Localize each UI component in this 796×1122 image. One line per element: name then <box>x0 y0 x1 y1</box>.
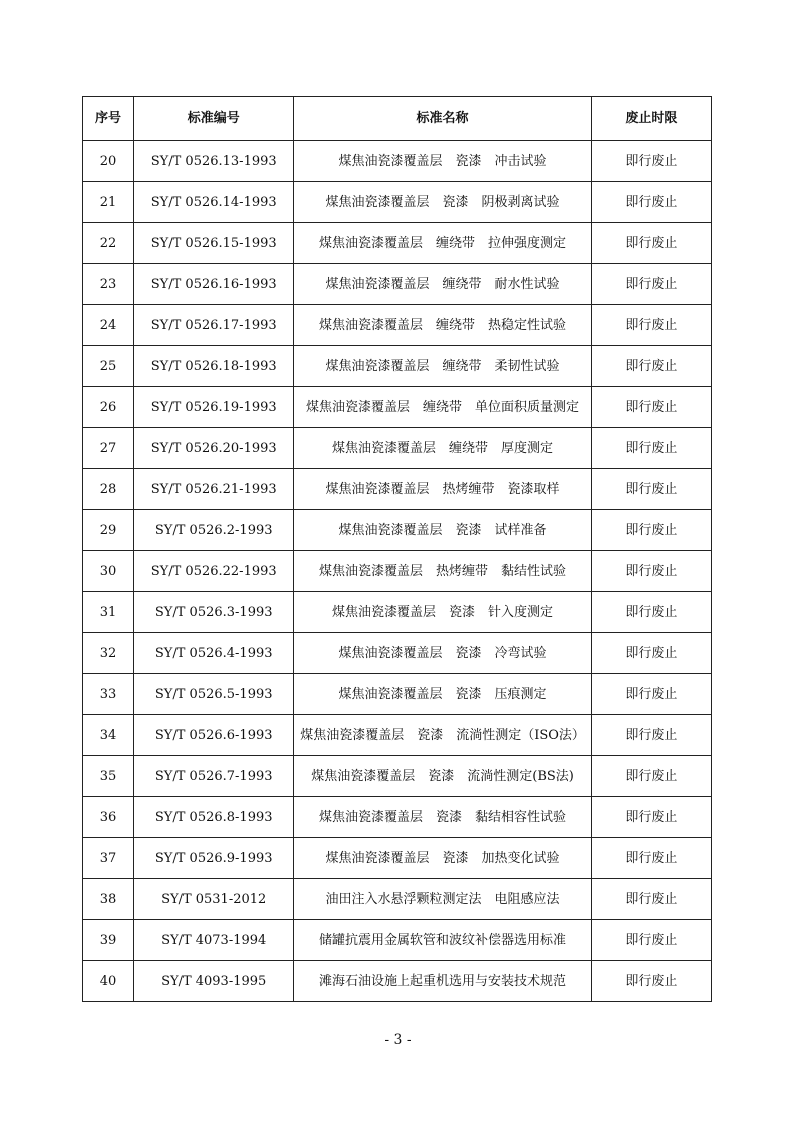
cell-serial-no: 26 <box>83 387 134 428</box>
cell-standard-name: 油田注入水悬浮颗粒测定法 电阻感应法 <box>294 879 591 920</box>
header-serial-no: 序号 <box>83 97 134 141</box>
header-abolish-deadline: 废止时限 <box>591 97 711 141</box>
table-row <box>83 879 712 920</box>
cell-standard-name: 煤焦油瓷漆覆盖层 瓷漆 压痕测定 <box>294 674 591 715</box>
cell-serial-no: 37 <box>83 838 134 879</box>
cell-abolish-deadline: 即行废止 <box>591 305 711 346</box>
cell-serial-no: 30 <box>83 551 134 592</box>
cell-standard-code: SY/T 0526.7-1993 <box>134 756 294 797</box>
table-header <box>83 97 712 141</box>
cell-standard-code: SY/T 0526.8-1993 <box>134 797 294 838</box>
cell-standard-name: 煤焦油瓷漆覆盖层 瓷漆 流淌性测定(BS法) <box>294 756 591 797</box>
cell-serial-no: 29 <box>83 510 134 551</box>
cell-standard-code: SY/T 0526.16-1993 <box>134 264 294 305</box>
table-row <box>83 264 712 305</box>
table-row <box>83 756 712 797</box>
cell-standard-name: 煤焦油瓷漆覆盖层 瓷漆 针入度测定 <box>294 592 591 633</box>
cell-standard-name: 滩海石油设施上起重机选用与安装技术规范 <box>294 961 591 1002</box>
cell-abolish-deadline: 即行废止 <box>591 387 711 428</box>
cell-abolish-deadline: 即行废止 <box>591 797 711 838</box>
cell-serial-no: 27 <box>83 428 134 469</box>
table-row <box>83 592 712 633</box>
cell-serial-no: 20 <box>83 141 134 182</box>
cell-standard-name: 煤焦油瓷漆覆盖层 热烤缠带 黏结性试验 <box>294 551 591 592</box>
cell-serial-no: 33 <box>83 674 134 715</box>
table-row <box>83 510 712 551</box>
cell-standard-name: 煤焦油瓷漆覆盖层 缠绕带 厚度测定 <box>294 428 591 469</box>
cell-standard-code: SY/T 0526.20-1993 <box>134 428 294 469</box>
cell-standard-name: 煤焦油瓷漆覆盖层 缠绕带 柔韧性试验 <box>294 346 591 387</box>
cell-abolish-deadline: 即行废止 <box>591 141 711 182</box>
cell-abolish-deadline: 即行废止 <box>591 879 711 920</box>
table-row <box>83 551 712 592</box>
table-row <box>83 428 712 469</box>
table-row <box>83 346 712 387</box>
header-standard-code: 标准编号 <box>134 97 294 141</box>
cell-abolish-deadline: 即行废止 <box>591 592 711 633</box>
page-number: - 3 - <box>384 1032 412 1048</box>
cell-standard-code: SY/T 0526.9-1993 <box>134 838 294 879</box>
table-row <box>83 797 712 838</box>
cell-standard-name: 煤焦油瓷漆覆盖层 缠绕带 热稳定性试验 <box>294 305 591 346</box>
cell-standard-code: SY/T 0526.4-1993 <box>134 633 294 674</box>
cell-abolish-deadline: 即行废止 <box>591 674 711 715</box>
table-row <box>83 387 712 428</box>
cell-serial-no: 40 <box>83 961 134 1002</box>
table-row <box>83 961 712 1002</box>
cell-serial-no: 34 <box>83 715 134 756</box>
cell-abolish-deadline: 即行废止 <box>591 510 711 551</box>
cell-abolish-deadline: 即行废止 <box>591 756 711 797</box>
table-row <box>83 469 712 510</box>
cell-standard-code: SY/T 0526.5-1993 <box>134 674 294 715</box>
cell-standard-name: 煤焦油瓷漆覆盖层 瓷漆 阴极剥离试验 <box>294 182 591 223</box>
cell-standard-name: 煤焦油瓷漆覆盖层 瓷漆 试样准备 <box>294 510 591 551</box>
cell-serial-no: 24 <box>83 305 134 346</box>
cell-abolish-deadline: 即行废止 <box>591 961 711 1002</box>
cell-standard-name: 煤焦油瓷漆覆盖层 缠绕带 耐水性试验 <box>294 264 591 305</box>
table-row <box>83 674 712 715</box>
cell-standard-code: SY/T 0526.6-1993 <box>134 715 294 756</box>
cell-abolish-deadline: 即行废止 <box>591 428 711 469</box>
cell-standard-code: SY/T 4073-1994 <box>134 920 294 961</box>
table-row <box>83 920 712 961</box>
table-row <box>83 305 712 346</box>
cell-abolish-deadline: 即行废止 <box>591 182 711 223</box>
table-body <box>83 141 712 1002</box>
cell-standard-code: SY/T 0526.14-1993 <box>134 182 294 223</box>
cell-standard-name: 储罐抗震用金属软管和波纹补偿器选用标准 <box>294 920 591 961</box>
cell-standard-name: 煤焦油瓷漆覆盖层 瓷漆 加热变化试验 <box>294 838 591 879</box>
cell-standard-name: 煤焦油瓷漆覆盖层 热烤缠带 瓷漆取样 <box>294 469 591 510</box>
cell-standard-name: 煤焦油瓷漆覆盖层 缠绕带 拉伸强度测定 <box>294 223 591 264</box>
cell-abolish-deadline: 即行废止 <box>591 346 711 387</box>
cell-standard-code: SY/T 4093-1995 <box>134 961 294 1002</box>
cell-abolish-deadline: 即行废止 <box>591 264 711 305</box>
cell-serial-no: 38 <box>83 879 134 920</box>
cell-standard-code: SY/T 0531-2012 <box>134 879 294 920</box>
cell-serial-no: 39 <box>83 920 134 961</box>
cell-abolish-deadline: 即行废止 <box>591 469 711 510</box>
cell-serial-no: 23 <box>83 264 134 305</box>
table-row <box>83 182 712 223</box>
cell-serial-no: 31 <box>83 592 134 633</box>
cell-standard-name: 煤焦油瓷漆覆盖层 瓷漆 黏结相容性试验 <box>294 797 591 838</box>
table-row <box>83 838 712 879</box>
table-row <box>83 223 712 264</box>
cell-standard-code: SY/T 0526.13-1993 <box>134 141 294 182</box>
header-standard-name: 标准名称 <box>294 97 591 141</box>
cell-serial-no: 25 <box>83 346 134 387</box>
cell-standard-code: SY/T 0526.2-1993 <box>134 510 294 551</box>
cell-serial-no: 36 <box>83 797 134 838</box>
cell-standard-name: 煤焦油瓷漆覆盖层 缠绕带 单位面积质量测定 <box>294 387 591 428</box>
cell-serial-no: 32 <box>83 633 134 674</box>
cell-standard-name: 煤焦油瓷漆覆盖层 瓷漆 流淌性测定（ISO法） <box>294 715 591 756</box>
cell-standard-code: SY/T 0526.3-1993 <box>134 592 294 633</box>
cell-abolish-deadline: 即行废止 <box>591 633 711 674</box>
cell-standard-code: SY/T 0526.19-1993 <box>134 387 294 428</box>
cell-abolish-deadline: 即行废止 <box>591 838 711 879</box>
table-row <box>83 715 712 756</box>
cell-standard-code: SY/T 0526.15-1993 <box>134 223 294 264</box>
cell-serial-no: 28 <box>83 469 134 510</box>
table-row <box>83 141 712 182</box>
cell-standard-code: SY/T 0526.21-1993 <box>134 469 294 510</box>
standards-table <box>82 96 712 1002</box>
cell-standard-code: SY/T 0526.17-1993 <box>134 305 294 346</box>
cell-serial-no: 35 <box>83 756 134 797</box>
header-row <box>83 97 712 141</box>
table-row <box>83 633 712 674</box>
cell-abolish-deadline: 即行废止 <box>591 920 711 961</box>
cell-standard-name: 煤焦油瓷漆覆盖层 瓷漆 冲击试验 <box>294 141 591 182</box>
cell-standard-code: SY/T 0526.18-1993 <box>134 346 294 387</box>
cell-standard-code: SY/T 0526.22-1993 <box>134 551 294 592</box>
cell-serial-no: 21 <box>83 182 134 223</box>
cell-serial-no: 22 <box>83 223 134 264</box>
cell-abolish-deadline: 即行废止 <box>591 223 711 264</box>
cell-abolish-deadline: 即行废止 <box>591 715 711 756</box>
cell-standard-name: 煤焦油瓷漆覆盖层 瓷漆 冷弯试验 <box>294 633 591 674</box>
cell-abolish-deadline: 即行废止 <box>591 551 711 592</box>
